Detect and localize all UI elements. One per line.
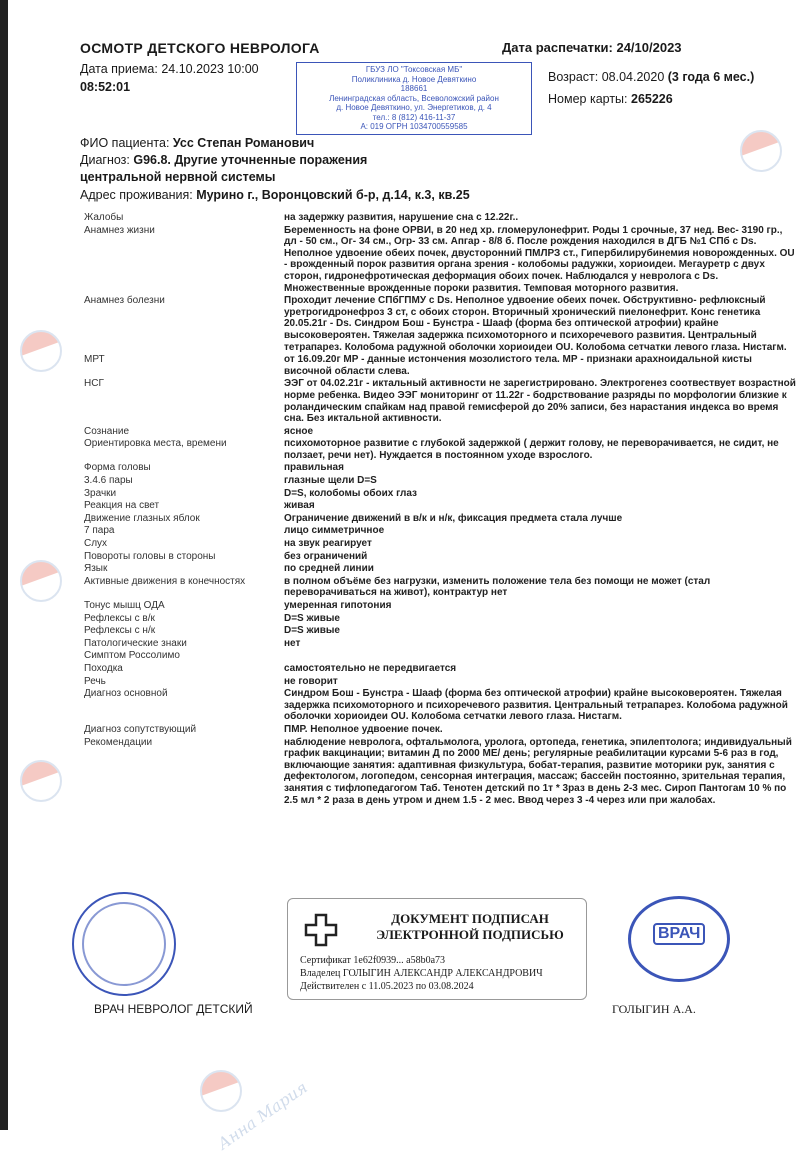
- exam-row-label: Походка: [84, 662, 123, 674]
- exam-row: [84, 600, 796, 612]
- esign-owner: Владелец ГОЛЫГИН АЛЕКСАНДР АЛЕКСАНДРОВИЧ: [300, 968, 543, 979]
- esign-title-line: ДОКУМЕНТ ПОДПИСАН: [391, 911, 549, 926]
- clinic-stamp-line: тел.: 8 (812) 416-11-37: [372, 112, 456, 122]
- esign-box: [287, 898, 587, 1000]
- exam-row-value: на задержку развития, нарушение сна с 12.22г..: [284, 212, 519, 223]
- watermark-logo: [20, 760, 62, 802]
- exam-row-label: Рефлексы с н/к: [84, 625, 156, 637]
- exam-row-value: ПМР. Неполное удвоение почек.: [284, 723, 443, 735]
- exam-row-value: ясное: [284, 425, 314, 437]
- clinic-stamp-line: Поликлиника д. Новое Девяткино: [351, 74, 477, 84]
- exam-row-label: 3.4.6 пары: [84, 475, 133, 487]
- document-title: ОСМОТР ДЕТСКОГО НЕВРОЛОГА: [80, 40, 320, 56]
- exam-row: [84, 563, 796, 575]
- exam-row: [84, 525, 796, 537]
- exam-row: [84, 500, 796, 512]
- doctor-role: ВРАЧ НЕВРОЛОГ ДЕТСКИЙ: [94, 1002, 253, 1016]
- age-value: (3 года 6 мес.): [667, 70, 755, 84]
- exam-row-label: Рефлексы с в/к: [84, 612, 155, 624]
- exam-row: [84, 576, 796, 599]
- exam-row-label: Активные движения в конечностях: [84, 575, 246, 587]
- exam-row-label: Сознание: [84, 425, 130, 437]
- exam-row-value: по средней линии: [284, 563, 374, 575]
- exam-row: [84, 438, 796, 461]
- watermark-logo: [20, 330, 62, 372]
- exam-row: [84, 676, 796, 688]
- address-label: Адрес проживания:: [80, 188, 193, 202]
- clinic-stamp-line: д. Новое Девяткино, ул. Энергетиков, д. 4: [336, 103, 492, 112]
- watermark-signature: Анна Мария: [214, 1077, 311, 1153]
- exam-row: [84, 225, 796, 295]
- esign-title-line: ЭЛЕКТРОННОЙ ПОДПИСЬЮ: [376, 927, 564, 942]
- exam-row-label: Реакция на свет: [84, 500, 160, 512]
- clinic-stamp-line: Ленинградская область, Всеволожский район: [329, 93, 499, 103]
- exam-row: [84, 638, 796, 650]
- exam-row: [84, 378, 796, 424]
- exam-row-label: Движение глазных яблок: [84, 512, 200, 524]
- exam-row: [84, 538, 796, 550]
- exam-row: [84, 724, 796, 736]
- footer: [0, 890, 800, 1020]
- exam-row-label: Симптом Россолимо: [84, 650, 180, 662]
- watermark-logo: [20, 560, 62, 602]
- exam-row-label: Тонус мышц ОДА: [84, 600, 165, 611]
- exam-row-value: от 16.09.20г МР - данные истончения мозолистого тела. МР - признаки арахноидальной кисты височной области слева.: [284, 354, 752, 377]
- print-date: [502, 40, 682, 55]
- visit-date-label: Дата приема:: [80, 62, 158, 76]
- exam-row-value: правильная: [284, 462, 344, 474]
- exam-row-label: НСГ: [84, 378, 104, 390]
- medical-cross-icon: [304, 913, 338, 947]
- patient-name-value: Усс Степан Романович: [172, 136, 315, 150]
- esign-title: [370, 911, 570, 943]
- age: [548, 70, 754, 84]
- exam-row-label: Рекомендации: [84, 736, 153, 748]
- diagnosis-cont: центральной нервной системы: [80, 170, 276, 184]
- exam-row-value: лицо симметричное: [284, 525, 385, 537]
- exam-row: [84, 462, 796, 474]
- clinic-round-seal-inner: [82, 902, 166, 986]
- exam-row-label: Речь: [84, 675, 106, 687]
- exam-row-value: без ограничений: [284, 550, 368, 562]
- clinic-stamp-line: 188661: [400, 84, 428, 93]
- exam-row-value: D=S живые: [284, 612, 340, 624]
- exam-row: [84, 513, 796, 525]
- exam-row: [84, 650, 796, 662]
- print-date-label: Дата распечатки:: [502, 40, 613, 55]
- address-value: Мурино г., Воронцовский б-р, д.14, к.3, кв.25: [196, 188, 470, 202]
- diagnosis: [80, 153, 367, 167]
- card-number-label: Номер карты:: [548, 92, 628, 106]
- exam-row: [84, 663, 796, 675]
- exam-row: [84, 354, 796, 377]
- doctor-name: ГОЛЫГИН А.А.: [612, 1002, 696, 1016]
- exam-row-label: Жалобы: [84, 212, 124, 223]
- exam-row-value: наблюдение невролога, офтальмолога, уролога, ортопеда, генетика, эпилептолога; индивидуальный график вакцинации; витамин Д по 2000 МЕ/ день; регулярные реабилитации курсами 5-6 раз в год, включающие занятия: адаптивная физкультура, бобат-терапия, развитие моторики рук, занятия с дефектологом, логопедом, сенсорная интеграция, массаж; бассейн постоянно, зрительная терапия, занятия с тифлопедагогом Таб. Тенотен детский по 1т * 3раз в день 2-3 мес. Сироп Пантогам 10 % по 2.5 мл * 2 раза в день утром и днем 1.5 - 2 мес. Ввод через 3 -4 через или при жалобах.: [284, 736, 792, 806]
- exam-row-value: психомоторное развитие с глубокой задержкой ( держит голову, не переворачивается, не сидит, не ползает, речи нет). Нуждается в постоянном уходе взрослого.: [284, 438, 779, 461]
- exam-row-label: 7 пара: [84, 525, 115, 537]
- doctor-seal: [628, 896, 730, 982]
- birth-date: 08.04.2020: [601, 70, 665, 84]
- exam-row-value: Синдром Бош - Бунстра - Шааф (форма без оптической атрофии) крайне высоковероятен. Тяжелая задержка психомоторного и психоречевого развития. Центральный тетрапарез. Колобома радужной оболочки хориоидеи OU. Колобома сетчатки левого глаза. Нистагм.: [284, 688, 788, 723]
- exam-row-value: нет: [284, 637, 301, 649]
- esign-certificate: Сертификат 1e62f0939... a58b0a73: [300, 955, 446, 966]
- visit-date: [80, 62, 259, 76]
- exam-row: [84, 551, 796, 563]
- clinic-stamp: [296, 62, 532, 135]
- card-number-value: 265226: [631, 92, 673, 106]
- exam-row-label: Диагноз основной: [84, 688, 168, 700]
- exam-row-value: D=S живые: [284, 625, 340, 637]
- exam-row-label: МРТ: [84, 354, 105, 366]
- exam-row-label: Патологические знаки: [84, 637, 187, 649]
- exam-row-value: Беременность на фоне ОРВИ, в 20 нед хр. гломерулонефрит. Роды 1 срочные, 37 нед. Вес- 3190 гр., дл - 50 см., Ог- 34 см., Огр- 33 см. Апгар - 8/8 б. После рождения находился в ДГБ №1 СПб с Ds. Неполное удвоение обеих почек, двусторонний ПМЛРЗ ст., Гипербилирубинемия новорожденных. OU - врожденный порок развития органа зрения - колобомы радужки, хориоидеи. Мегауретр с двух сторон, гидронефротическая деформация обоих почек. Наблюдался у невролога с Ds. Множественные врожденные пороки развития. Темповая моторного развития.: [284, 224, 795, 294]
- diagnosis-value: G96.8. Другие уточненные поражения: [133, 153, 368, 167]
- exam-row-value: Ограничение движений в в/к и н/к, фиксация предмета стала лучше: [284, 512, 623, 524]
- exam-row-label: Слух: [84, 538, 108, 550]
- watermark-logo: [200, 1070, 315, 1153]
- exam-row-value: [284, 650, 796, 662]
- visit-date-value: 24.10.2023 10:00: [161, 62, 259, 76]
- exam-row-label: Диагноз сопутствующий: [84, 723, 197, 735]
- diagnosis-label: Диагноз:: [80, 153, 130, 167]
- exam-row: [84, 488, 796, 500]
- esign-validity: Действителен с 11.05.2023 по 03.08.2024: [300, 981, 474, 992]
- exam-row-value: самостоятельно не передвигается: [284, 662, 457, 674]
- exam-row: [84, 212, 796, 224]
- clinic-stamp-line: А: 019 ОГРН 1034700559585: [360, 122, 468, 131]
- doctor-seal-label: ВРАЧ: [653, 923, 705, 945]
- exam-row-value: живая: [284, 500, 315, 512]
- exam-row-value: не говорит: [284, 675, 338, 687]
- exam-row: [84, 426, 796, 438]
- clinic-stamp-line: ГБУЗ ЛО "Токсовская МБ": [365, 65, 463, 74]
- visit-time: 08:52:01: [80, 80, 131, 94]
- exam-row: [84, 475, 796, 487]
- exam-row-label: Ориентировка места, времени: [84, 438, 227, 450]
- address: [80, 188, 470, 202]
- patient-name-label: ФИО пациента:: [80, 136, 170, 150]
- age-label: Возраст:: [548, 70, 599, 84]
- exam-row-value: в полном объёме без нагрузки, изменить положение тела без помощи не может (стал переворачиваться на живот), контрактур нет: [284, 575, 711, 599]
- exam-row-value: D=S, колобомы обоих глаз: [284, 487, 418, 499]
- exam-row-label: Анамнез болезни: [84, 295, 165, 307]
- exam-row: [84, 613, 796, 625]
- exam-row: [84, 625, 796, 637]
- exam-row: [84, 688, 796, 723]
- print-date-value: 24/10/2023: [616, 40, 682, 55]
- exam-row-label: Повороты головы в стороны: [84, 550, 216, 562]
- watermark-logo: [740, 130, 782, 172]
- exam-row-value: глазные щели D=S: [284, 475, 377, 487]
- patient-name: [80, 136, 314, 150]
- exam-row-value: Проходит лечение СПбГПМУ с Ds. Неполное удвоение обеих почек. Обструктивно- рефлюксный уретрогидронефроз 3 ст, с обоих сторон. Вторичный хронический пиелонефрит. Конс генетика 20.05.21г - Ds. Синдром Бош - Бунстра - Шааф (форма без оптической атрофии) крайне высоковероятен. Тяжелая задержка психомоторного и психоречевого развития. Центральный тетрапарез. Колобома радужной оболочки хориоидеи OU. Колобома сетчатки левого глаза. Нистагм.: [284, 295, 787, 353]
- exam-row-value: умеренная гипотония: [284, 600, 392, 611]
- exam-table: [84, 212, 796, 807]
- exam-row-value: ЭЭГ от 04.02.21г - иктальный активности не зарегистрировано. Электрогенез соотвествует возрастной норме ребенка. Видео ЭЭГ мониторинг от 11.22г - бодрствование разряды по морфологии близкие к роландическим спайкам над правой гемисферой до 20% записи, без нарастания индекса во время сна. Без иктальной активности.: [284, 378, 796, 425]
- exam-row: [84, 737, 796, 807]
- exam-row-label: Зрачки: [84, 487, 117, 499]
- exam-row-label: Анамнез жизни: [84, 224, 155, 236]
- card-number: [548, 92, 673, 106]
- exam-row-label: Форма головы: [84, 462, 151, 474]
- exam-row-label: Язык: [84, 563, 108, 575]
- exam-row-value: на звук реагирует: [284, 538, 372, 550]
- exam-row: [84, 295, 796, 353]
